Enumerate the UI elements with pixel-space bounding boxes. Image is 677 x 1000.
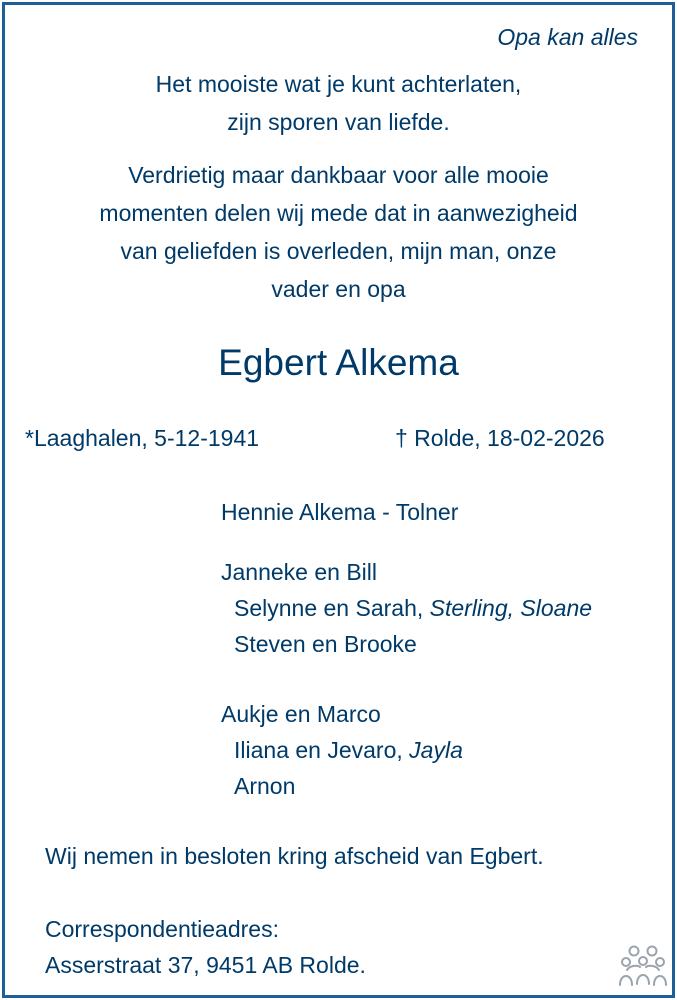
family-child-1 bbox=[221, 554, 592, 662]
grandchild-names: Iliana en Jevaro, bbox=[234, 737, 410, 763]
announcement-line: momenten delen wij mede dat in aanwezigheid bbox=[99, 200, 578, 226]
grandchild-line: Arnon bbox=[234, 773, 296, 799]
grandchild-line bbox=[221, 732, 463, 768]
child-name: Aukje en Marco bbox=[221, 701, 381, 727]
grandchild-line: Steven en Brooke bbox=[234, 631, 417, 657]
closing-text: Wij nemen in besloten kring afscheid van Egbert. bbox=[45, 843, 544, 869]
deceased-name: Egbert Alkema bbox=[218, 342, 459, 383]
family-child-2 bbox=[221, 696, 463, 804]
motto: Opa kan alles bbox=[497, 24, 638, 50]
obituary-card bbox=[2, 2, 675, 998]
people-group-icon bbox=[618, 943, 668, 987]
announcement-line: vader en opa bbox=[271, 276, 406, 302]
great-grandchild-names: Jayla bbox=[409, 737, 463, 763]
grandchild-names: Selynne en Sarah, bbox=[234, 595, 430, 621]
death-info: † Rolde, 18-02-2026 bbox=[395, 425, 605, 451]
spouse-name: Hennie Alkema - Tolner bbox=[221, 499, 459, 525]
announcement-line: Verdrietig maar dankbaar voor alle mooie bbox=[128, 162, 549, 188]
verse-line: zijn sporen van liefde. bbox=[227, 109, 450, 135]
verse-line: Het mooiste wat je kunt achterlaten, bbox=[155, 71, 522, 97]
family-spouse bbox=[221, 494, 458, 530]
birth-info: *Laaghalen, 5-12-1941 bbox=[25, 425, 260, 451]
great-grandchild-names: Sterling, Sloane bbox=[429, 595, 593, 621]
announcement-line: van geliefden is overleden, mijn man, onze bbox=[120, 238, 557, 264]
correspondence-label: Correspondentieadres: bbox=[45, 916, 279, 942]
verse-intro bbox=[5, 65, 672, 141]
grandchild-line bbox=[221, 590, 592, 626]
child-name: Janneke en Bill bbox=[221, 559, 377, 585]
announcement-text bbox=[5, 156, 672, 308]
correspondence-address: Asserstraat 37, 9451 AB Rolde. bbox=[45, 952, 366, 978]
correspondence-block bbox=[45, 911, 366, 983]
